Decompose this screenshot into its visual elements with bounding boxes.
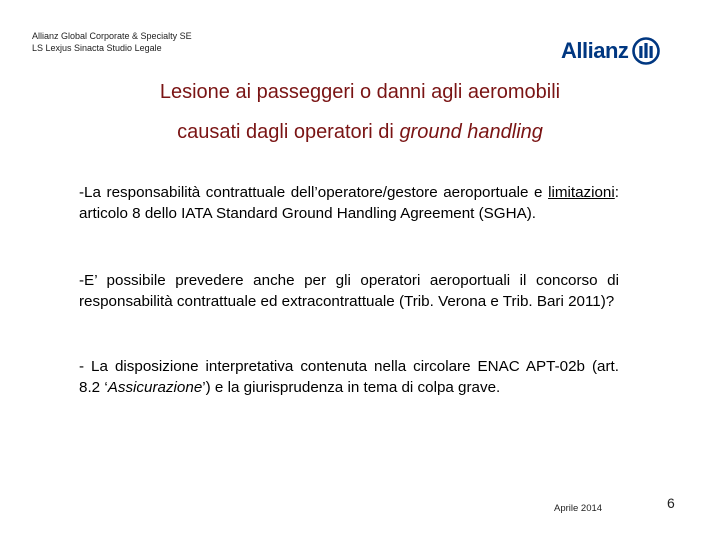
allianz-eagle-icon [632, 37, 660, 65]
p1-prefix: -La responsabilità contrattuale dell’operatore/gestore aeroportuale e [79, 184, 549, 201]
title-line-2-prefix: causati dagli operatori di [177, 121, 400, 143]
title-line-2-italic: ground handling [399, 121, 543, 143]
p3-italic: Assicurazione [107, 379, 203, 396]
allianz-logo [561, 36, 660, 66]
p1-underlined: limitazioni [548, 184, 615, 201]
logo-text: Allianz [561, 38, 629, 63]
title-line-1: Lesione ai passeggeri o danni agli aeromobili [159, 81, 561, 103]
company-line-1: Allianz Global Corporate & Specialty SE [32, 31, 192, 41]
title-line-2 [60, 112, 660, 152]
header-company-info [32, 30, 192, 54]
paragraph-concurrent-liability: -E’ possibile prevedere anche per gli operatori aeroportuali il concorso di responsabilità contrattuale ed extracontrattuale (Trib. Verona e Trib. Bari 2011)? [79, 272, 619, 310]
footer-date: Aprile 2014 [554, 503, 603, 514]
paragraph-liability [79, 182, 619, 224]
page-number: 6 [667, 495, 675, 511]
p3-suffix: ’) e la giurisprudenza in tema di colpa grave. [202, 379, 501, 396]
paragraph-enac-circular [79, 356, 619, 398]
p1-suffix: : articolo 8 dello IATA Standard Ground Handling Agreement (SGHA). [79, 184, 619, 222]
slide-title [60, 72, 660, 152]
company-line-2: LS Lexjus Sinacta Studio Legale [32, 43, 162, 53]
p3-prefix: - La disposizione interpretativa contenuta nella circolare ENAC APT-02b (art. 8.2 ‘ [79, 358, 619, 396]
